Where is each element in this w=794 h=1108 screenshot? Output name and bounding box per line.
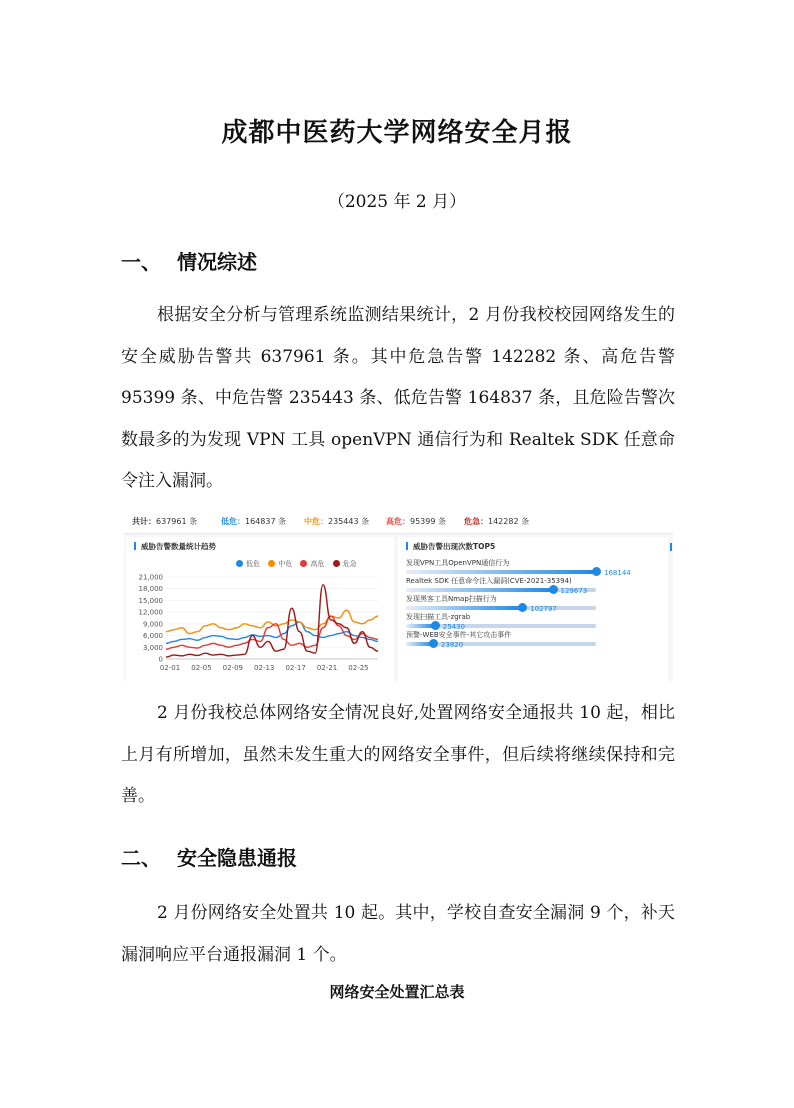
top5-bar-track [406, 624, 596, 628]
top5-bar-value: 102797 [530, 605, 557, 613]
paragraph-text: 2 月份我校总体网络安全情况良好,处置网络安全通报共 10 起，相比上月有所增加，虽然未发生重大的网络安全事件，但后续将继续保持和完善。 [121, 703, 675, 806]
top5-bar-knob [431, 621, 440, 630]
stat-label: 中危： [304, 517, 328, 526]
top5-item-label: Realtek SDK 任意命令注入漏洞(CVE-2021-35394) [406, 577, 572, 585]
series-line-高危 [166, 616, 378, 649]
trend-line-chart [126, 537, 394, 681]
x-tick-label: 02-09 [222, 664, 243, 672]
section-heading-hazards [121, 842, 297, 871]
stat-label: 共计： [132, 517, 156, 526]
stat-value: 637961 条 [156, 517, 198, 526]
top5-bar-fill [406, 606, 522, 610]
top5-bar-track [406, 642, 596, 646]
legend-label: 低危 [246, 560, 260, 568]
y-tick-label: 6,000 [142, 632, 163, 641]
top5-bar-track [406, 606, 596, 610]
stat-high [386, 516, 446, 527]
trend-panel [126, 537, 394, 681]
stat-medium [304, 516, 369, 527]
stat-value: 235443 条 [328, 517, 370, 526]
hazards-paragraph [121, 893, 675, 976]
report-title: 成都中医药大学网络安全月报 [221, 118, 573, 148]
section-title: 情况综述 [177, 250, 257, 274]
top5-bar-fill [406, 570, 596, 574]
y-tick-label: 18,000 [138, 585, 163, 594]
stat-critical [464, 516, 529, 527]
stats-bar [124, 509, 673, 534]
x-tick-label: 02-01 [159, 664, 181, 672]
top5-bar-value: 25430 [442, 623, 466, 631]
top5-bar-track [406, 570, 596, 574]
legend-label: 中危 [278, 560, 293, 568]
stat-total [132, 516, 197, 527]
table-title: 网络安全处置汇总表 [329, 983, 465, 1001]
paragraph-text: 2 月份网络安全处置共 10 起。其中，学校自查安全漏洞 9 个，补天漏洞响应平台通报漏洞 1 个。 [121, 903, 675, 965]
stat-label: 低危： [221, 517, 245, 526]
stat-value: 142282 条 [488, 517, 530, 526]
stat-value: 95399 条 [410, 517, 446, 526]
top5-bar-knob [429, 639, 438, 648]
x-tick-label: 02-13 [254, 664, 275, 672]
top5-bar-fill [406, 588, 553, 592]
top5-item-label: 发现黑客工具Nmap扫描行为 [406, 595, 497, 603]
stat-label: 高危： [386, 517, 410, 526]
series-line-中危 [166, 610, 378, 633]
top5-bar-knob [518, 603, 527, 612]
section-number: 一、 [121, 250, 161, 274]
top5-bar-knob [592, 567, 601, 576]
summary-paragraph [121, 693, 675, 818]
stat-label: 危急： [464, 517, 488, 526]
y-tick-label: 21,000 [138, 573, 163, 582]
y-tick-label: 0 [158, 655, 163, 664]
overview-paragraph [121, 295, 675, 503]
series-line-危急 [166, 585, 378, 657]
y-tick-label: 9,000 [142, 620, 163, 629]
top5-item-label: 发现扫描工具-zgrab [406, 613, 471, 621]
trend-panel-title: 威胁告警数量统计趋势 [134, 541, 216, 552]
stat-value: 164837 条 [245, 517, 287, 526]
stat-low [221, 516, 286, 527]
panel-marker [670, 543, 672, 551]
section-title: 安全隐患通报 [177, 846, 297, 870]
x-tick-label: 02-25 [348, 664, 369, 672]
security-dashboard-screenshot [124, 509, 673, 681]
top5-item-label: 发现VPN工具OpenVPN通信行为 [406, 559, 510, 567]
section-number: 二、 [121, 846, 161, 870]
legend-label: 高危 [310, 560, 325, 568]
y-tick-label: 3,000 [142, 643, 163, 652]
report-subtitle: （2025 年 2 月） [327, 192, 467, 212]
legend-label: 危急 [342, 560, 357, 568]
y-tick-label: 15,000 [138, 596, 163, 605]
top5-bar-value: 23820 [440, 641, 464, 649]
top5-bar-value: 129673 [560, 587, 588, 595]
top5-panel [398, 537, 668, 681]
section-heading-overview [121, 246, 257, 275]
y-tick-label: 12,000 [138, 608, 163, 617]
top5-bar-value: 168144 [604, 569, 631, 577]
x-tick-label: 02-17 [285, 664, 306, 672]
top5-panel-title: 威胁告警出现次数TOP5 [406, 541, 495, 552]
paragraph-text: 根据安全分析与管理系统监测结果统计，2 月份我校校园网络发生的安全威胁告警共 637961 条。其中危急告警 142282 条、高危告警 95399 条、中危告警 235443 条、低危告警 164837 条，且危险告警次数最多的为发现 VPN 工具 openVPN 通信行为和 Realtek SDK 任意命令注入漏洞。 [121, 305, 675, 491]
top5-bar-knob [549, 585, 558, 594]
x-tick-label: 02-05 [191, 664, 212, 672]
top5-item-label: 预警-WEB安全事件-其它攻击事件 [406, 631, 512, 639]
x-tick-label: 02-21 [316, 664, 338, 672]
